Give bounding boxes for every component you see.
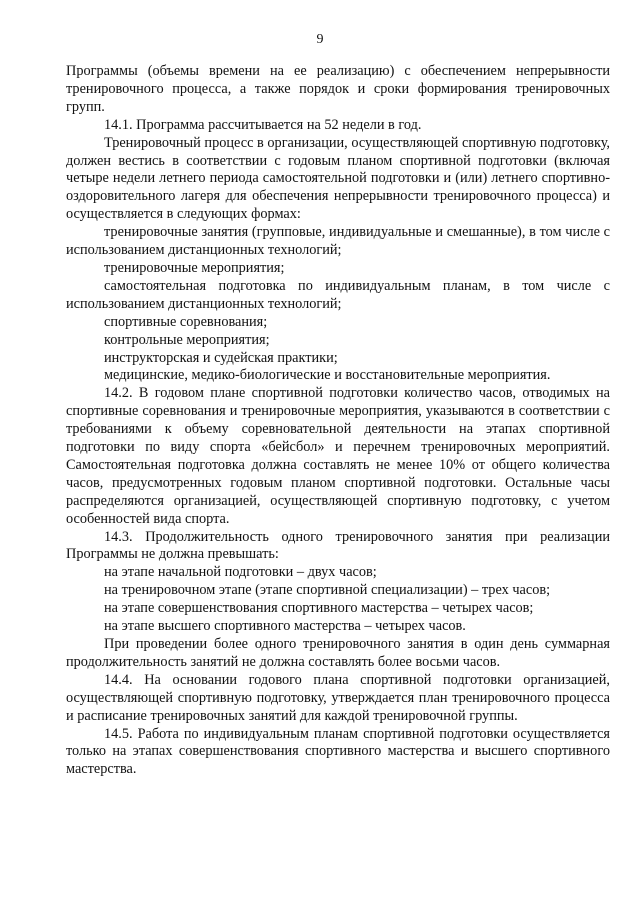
paragraph: 14.2. В годовом плане спортивной подготовки количество часов, отводимых на спортивные соревнования и тренировочные мероприятия, указываются в соответствии с требованиями к объему соревновательной деятельности на этапах спортивной подготовки по виду спорта «бейсбол» и перечнем тренировочных мероприятий. Самостоятельная подготовка должна составлять не менее 10% от общего количества часов, предусмотренных годовым планом спортивной подготовки. Остальные часы распределяются организацией, осуществляющей спортивную подготовку, с учетом особенностей вида спорта. [66,385,610,527]
paragraph: самостоятельная подготовка по индивидуальным планам, в том числе с использованием дистанционных технологий; [66,277,610,312]
paragraph: инструкторская и судейская практики; [104,349,338,366]
paragraph: Программы (объемы времени на ее реализацию) с обеспечением непрерывности тренировочного процесса, а также порядок и сроки формирования тренировочных групп. [66,63,610,115]
paragraph: 14.3. Продолжительность одного тренировочного занятия при реализации Программы не должна превышать: [66,528,610,563]
paragraph: 14.1. Программа рассчитывается на 52 недели в год. [104,116,422,133]
paragraph: 14.4. На основании годового плана спортивной подготовки организацией, осуществляющей спортивную подготовку, утверждается план тренировочного процесса и расписание тренировочных занятий для каждой тренировочной группы. [66,671,610,724]
paragraph: 14.5. Работа по индивидуальным планам спортивной подготовки осуществляется только на этапах совершенствования спортивного мастерства и высшего спортивного мастерства. [66,725,610,778]
paragraph: тренировочные занятия (групповые, индивидуальные и смешанные), в том числе с использованием дистанционных технологий; [66,224,610,259]
paragraph: Тренировочный процесс в организации, осуществляющей спортивную подготовку, должен вестись в соответствии с годовым планом спортивной подготовки (включая четыре недели летнего периода самостоятельной подготовки и (или) летнего спортивно-оздоровительного лагеря для обеспечения непрерывности тренировочного процесса) и осуществляется в следующих формах: [66,134,610,223]
paragraph: спортивные соревнования; [104,313,268,330]
page-number: 9 [316,32,324,47]
paragraph: медицинские, медико-биологические и восстановительные мероприятия. [104,367,551,384]
paragraph: При проведении более одного тренировочного занятия в один день суммарная продолжительность занятий не должна составлять более восьми часов. [66,636,610,670]
paragraph: на этапе высшего спортивного мастерства – четырех часов. [104,618,466,635]
paragraph: на тренировочном этапе (этапе спортивной специализации) – трех часов; [104,582,551,599]
paragraph: тренировочные мероприятия; [104,259,285,276]
paragraph: на этапе совершенствования спортивного мастерства – четырех часов; [104,600,534,617]
paragraph: на этапе начальной подготовки – двух часов; [104,564,377,581]
document-body [66,63,610,779]
paragraph: контрольные мероприятия; [104,331,270,348]
